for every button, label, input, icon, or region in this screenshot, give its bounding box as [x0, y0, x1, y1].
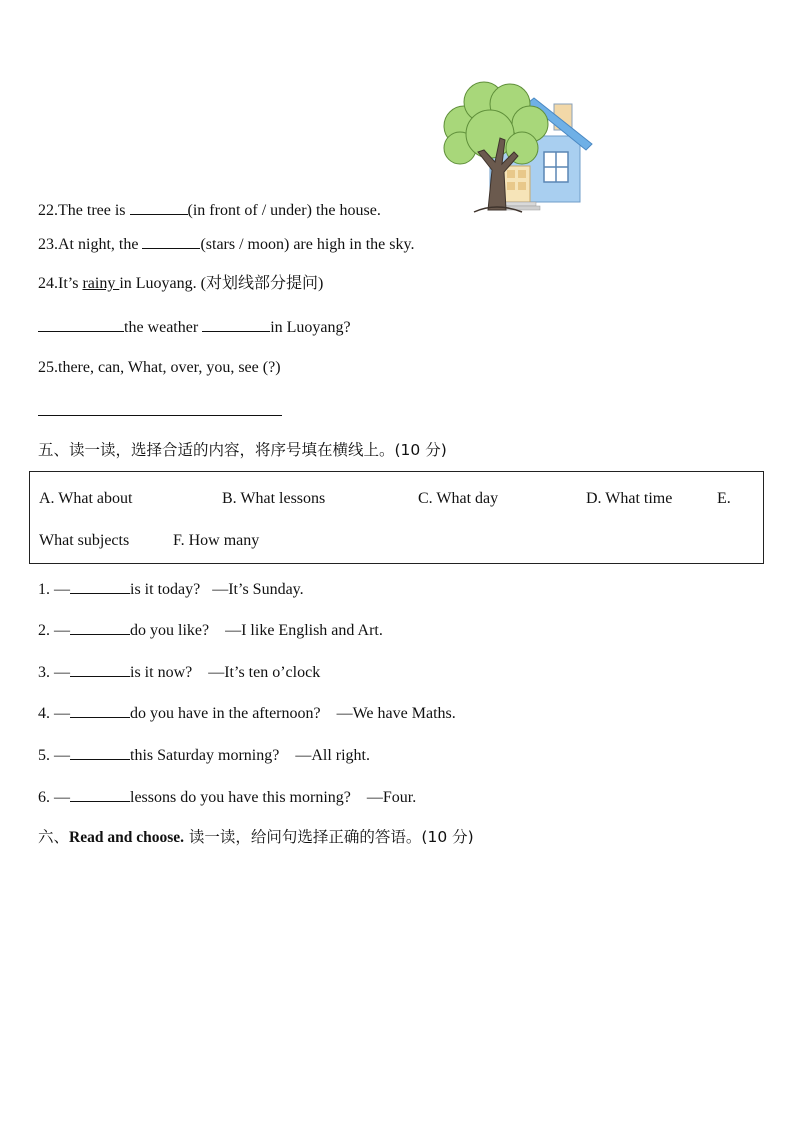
- question-text: there, can, What, over, you, see (?): [58, 359, 281, 376]
- options-box: [29, 471, 764, 564]
- item-answer: —I like English and Art.: [225, 622, 383, 639]
- section-6-instruction: 读一读，给问句选择正确的答语。(10 分): [184, 828, 474, 846]
- item-6: [38, 786, 416, 808]
- option-c: C. What day: [418, 490, 499, 507]
- item-3: [38, 661, 320, 683]
- option-e-letter: E.: [717, 490, 731, 507]
- question-24-answer-line: [38, 316, 351, 338]
- item-4: [38, 702, 456, 724]
- item-number: 2. —: [38, 622, 70, 639]
- item-question: do you like?: [130, 622, 210, 639]
- question-22: [38, 199, 381, 221]
- item-answer: —It’s ten o’clock: [208, 664, 321, 681]
- item-question: is it now?: [130, 664, 193, 681]
- question-25: [38, 358, 281, 378]
- answer-blank[interactable]: [70, 661, 130, 677]
- item-5: [38, 744, 370, 766]
- option-b: B. What lessons: [222, 490, 326, 507]
- question-text-post: in Luoyang. (对划线部分提问): [119, 275, 324, 292]
- item-question: do you have in the afternoon?: [130, 705, 321, 722]
- item-number: 1. —: [38, 581, 70, 598]
- item-number: 3. —: [38, 664, 70, 681]
- item-question: is it today?: [130, 581, 201, 598]
- answer-blank[interactable]: [142, 233, 200, 249]
- option-d: D. What time: [586, 490, 673, 507]
- section-5-heading: 五、读一读，选择合适的内容，将序号填在横线上。(10 分): [38, 441, 447, 459]
- question-number: 24.: [38, 275, 58, 292]
- item-question: lessons do you have this morning?: [130, 789, 351, 806]
- item-1: [38, 578, 304, 600]
- item-answer: —All right.: [295, 747, 370, 764]
- question-text-post: (in front of / under) the house.: [187, 202, 381, 219]
- answer-blank[interactable]: [70, 786, 130, 802]
- tree-house-illustration: [438, 78, 598, 216]
- answer-blank[interactable]: [70, 578, 130, 594]
- answer-blank[interactable]: [70, 744, 130, 760]
- item-number: 4. —: [38, 705, 70, 722]
- item-2: [38, 619, 383, 641]
- question-text-post: (stars / moon) are high in the sky.: [200, 236, 415, 253]
- question-24: [38, 274, 323, 294]
- question-23: [38, 233, 414, 255]
- option-f: F. How many: [173, 532, 260, 549]
- question-text-pre: The tree is: [58, 202, 130, 219]
- answer-blank[interactable]: [70, 702, 130, 718]
- option-e-text: What subjects: [39, 532, 130, 549]
- section-6-prefix: 六、: [38, 828, 70, 846]
- section-6-bold-title: Read and choose.: [69, 829, 184, 846]
- item-answer: —It’s Sunday.: [212, 581, 304, 598]
- answer-blank[interactable]: [130, 199, 188, 215]
- question-number: 23.: [38, 236, 58, 253]
- answer-blank[interactable]: [70, 619, 130, 635]
- question-text-pre: It’s: [58, 275, 83, 292]
- item-answer: —Four.: [366, 789, 417, 806]
- section-6-heading: [38, 827, 474, 848]
- underlined-word: rainy: [82, 275, 120, 292]
- question-25-answer-line: [38, 400, 282, 422]
- question-number: 25.: [38, 359, 58, 376]
- item-number: 6. —: [38, 789, 70, 806]
- item-answer: —We have Maths.: [336, 705, 456, 722]
- answer-blank[interactable]: [38, 400, 282, 416]
- question-number: 22.: [38, 202, 58, 219]
- question-text-pre: At night, the: [58, 236, 143, 253]
- question-text-post: in Luoyang?: [270, 319, 351, 336]
- item-number: 5. —: [38, 747, 70, 764]
- answer-blank[interactable]: [202, 316, 270, 332]
- option-a: A. What about: [39, 490, 133, 507]
- item-question: this Saturday morning?: [130, 747, 280, 764]
- question-text-mid: the weather: [124, 319, 203, 336]
- answer-blank[interactable]: [38, 316, 124, 332]
